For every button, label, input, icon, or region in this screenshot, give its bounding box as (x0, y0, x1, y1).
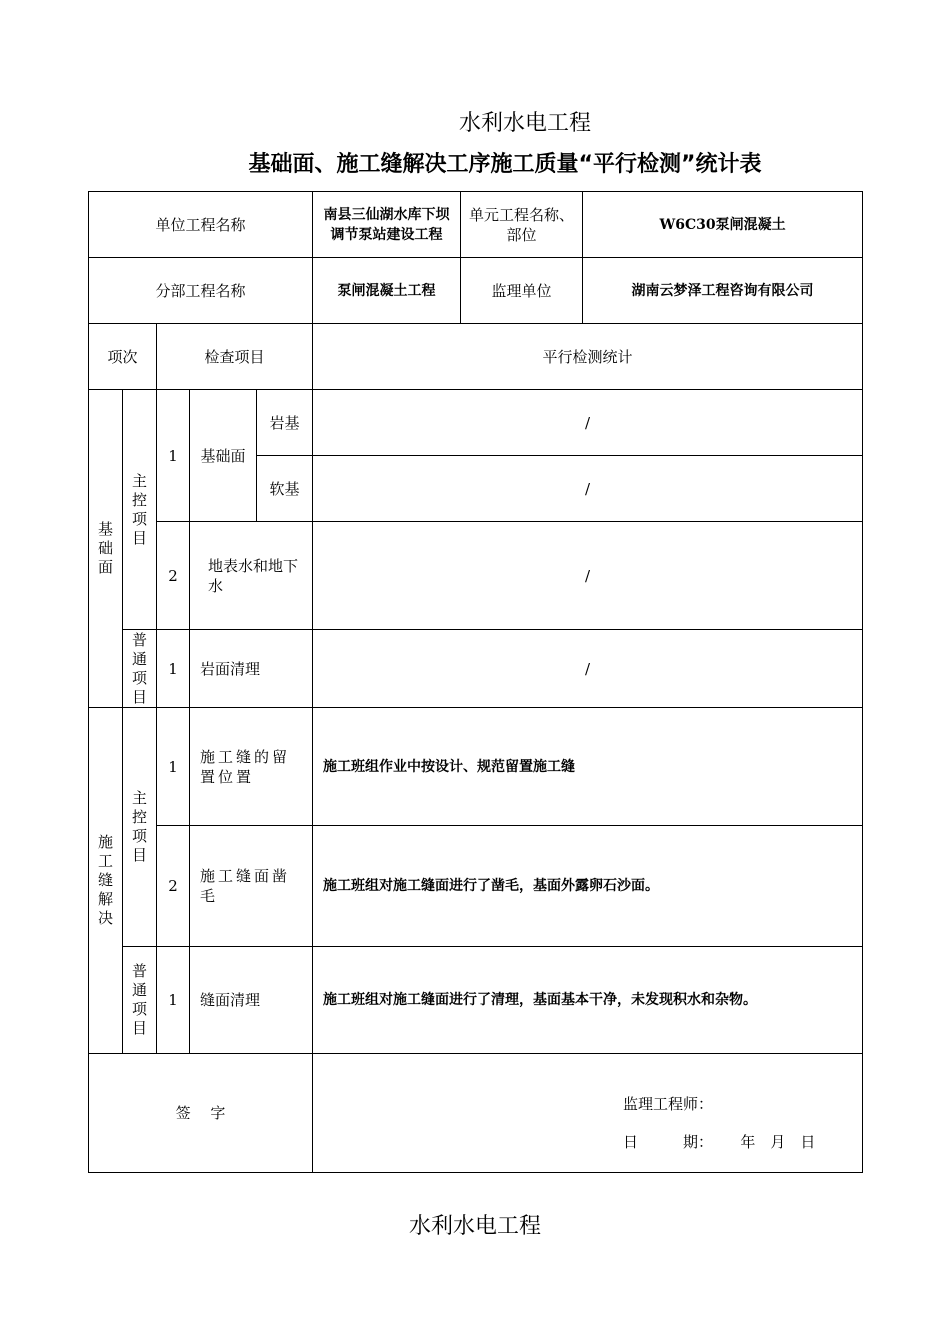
table-row (89, 390, 863, 456)
joint-main-label: 主控项目 (123, 708, 157, 947)
signature-area (313, 1054, 863, 1173)
supervising-engineer-label: 监理工程师： (623, 1095, 714, 1113)
header-row-unit (89, 192, 863, 258)
foundation-sub-rock: 岩基 (257, 390, 313, 456)
table-row (89, 708, 863, 826)
foundation-item: 地表水和地下水 (190, 522, 313, 630)
title-line-1: 水利水电工程 (458, 111, 591, 136)
supervisor-value: 湖南云梦泽工程咨询有限公司 (583, 258, 863, 324)
foundation-result-soft: / (313, 456, 863, 522)
unit-project-value: 南县三仙湖水库下坝调节泵站建设工程 (313, 192, 461, 258)
foundation-result-water: / (313, 522, 863, 630)
inspection-table (88, 191, 863, 1173)
element-project-value: W6C30泵闸混凝土 (583, 192, 863, 258)
element-project-label: 单元工程名称、部位 (461, 192, 583, 258)
foundation-main-label: 主控项目 (123, 390, 157, 630)
joint-result: 施工班组作业中按设计、规范留置施工缝 (313, 708, 863, 826)
joint-result: 施工班组对施工缝面进行了凿毛，基面外露卵石沙面。 (313, 826, 863, 947)
signature-label: 签 字 (89, 1054, 313, 1173)
header-row-sub (89, 258, 863, 324)
signature-row (89, 1054, 863, 1173)
joint-row-no: 1 (157, 708, 190, 826)
foundation-item: 岩面清理 (190, 630, 313, 708)
foundation-row-no: 1 (157, 630, 190, 708)
signature-date-label: 日 期： 年 月 日 (623, 1133, 816, 1151)
foundation-sub-soft: 软基 (257, 456, 313, 522)
joint-result: 施工班组对施工缝面进行了清理，基面基本干净，未发现积水和杂物。 (313, 947, 863, 1054)
supervisor-label: 监理单位 (461, 258, 583, 324)
table-row (89, 826, 863, 947)
foundation-item: 基础面 (190, 390, 257, 522)
column-item-no: 项次 (89, 324, 157, 390)
foundation-row-no: 2 (157, 522, 190, 630)
joint-item: 施工缝的留置位置 (190, 708, 313, 826)
joint-item: 缝面清理 (190, 947, 313, 1054)
foundation-section-label: 基础面 (89, 390, 123, 708)
joint-row-no: 1 (157, 947, 190, 1054)
sub-project-label: 分部工程名称 (89, 258, 313, 324)
title-line-2: 基础面、施工缝解决工序施工质量“平行检测”统计表 (248, 152, 762, 177)
table-row (89, 947, 863, 1054)
joint-row-no: 2 (157, 826, 190, 947)
table-row (89, 522, 863, 630)
joint-section-label: 施工缝解决 (89, 708, 123, 1054)
column-check-item: 检查项目 (157, 324, 313, 390)
joint-general-label: 普通项目 (123, 947, 157, 1054)
column-header-row (89, 324, 863, 390)
next-page-title: 水利水电工程 (408, 1214, 541, 1239)
foundation-row-no: 1 (157, 390, 190, 522)
sub-project-value: 泵闸混凝土工程 (313, 258, 461, 324)
column-stats: 平行检测统计 (313, 324, 863, 390)
foundation-general-label: 普通项目 (123, 630, 157, 708)
joint-item: 施工缝面凿毛 (190, 826, 313, 947)
table-row (89, 630, 863, 708)
foundation-result-rock-clean: / (313, 630, 863, 708)
unit-project-label: 单位工程名称 (89, 192, 313, 258)
foundation-result-rock: / (313, 390, 863, 456)
